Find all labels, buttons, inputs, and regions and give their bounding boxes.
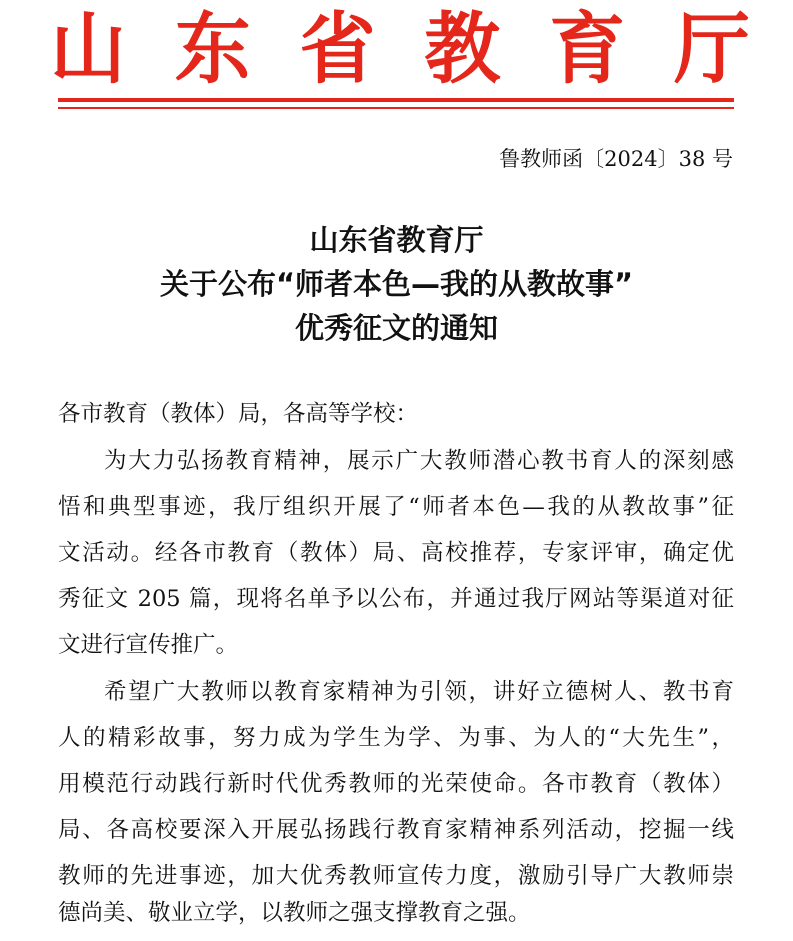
paragraph-1-line: 悟和典型事迹，我厅组织开展了“师者本色—我的从教故事”征 [58,494,734,520]
paragraph-2-line: 用模范行动践行新时代优秀教师的光荣使命。各市教育（教体） [58,771,734,797]
title-line-2: 关于公布“师者本色—我的从教故事” [159,267,634,301]
paragraph-2-line: 德尚美、敬业立学，以教师之强支撑教育之强。 [58,900,531,926]
paragraph-1-line: 文活动。经各市教育（教体）局、高校推荐，专家评审，确定优 [58,540,734,566]
letterhead-char: 育 [549,3,626,94]
paragraph-1-line: 文进行宣传推广。 [58,632,239,658]
title-line-3: 优秀征文的通知 [294,311,498,345]
letterhead-char: 省 [299,3,376,94]
red-divider-thick [58,98,734,102]
salutation: 各市教育（教体）局，各高等学校： [58,401,419,427]
paragraph-2-line: 人的精彩故事，努力成为学生为学、为事、为人的“大先生”， [58,725,734,751]
letterhead-char: 山 [50,3,126,94]
letterhead-char: 教 [424,3,501,94]
document-number: 鲁教师函〔2024〕38 号 [499,147,733,171]
letterhead-char: 东 [174,3,251,94]
paragraph-2-line: 希望广大教师以教育家精神为引领，讲好立德树人、教书育 [104,679,734,705]
paragraph-1-line: 秀征文 205 篇，现将名单予以公布，并通过我厅网站等渠道对征 [58,586,734,612]
red-divider-thin [58,107,734,109]
paragraph-2-line: 局、各高校要深入开展弘扬践行教育家精神系列活动，挖掘一线 [58,817,734,843]
letterhead [50,3,750,94]
title-line-1: 山东省教育厅 [309,223,484,257]
paragraph-1-line: 为大力弘扬教育精神，展示广大教师潜心教书育人的深刻感 [104,448,734,474]
letterhead-char: 厅 [673,3,750,94]
paragraph-2-line: 教师的先进事迹，加大优秀教师宣传力度，激励引导广大教师崇 [58,863,734,889]
